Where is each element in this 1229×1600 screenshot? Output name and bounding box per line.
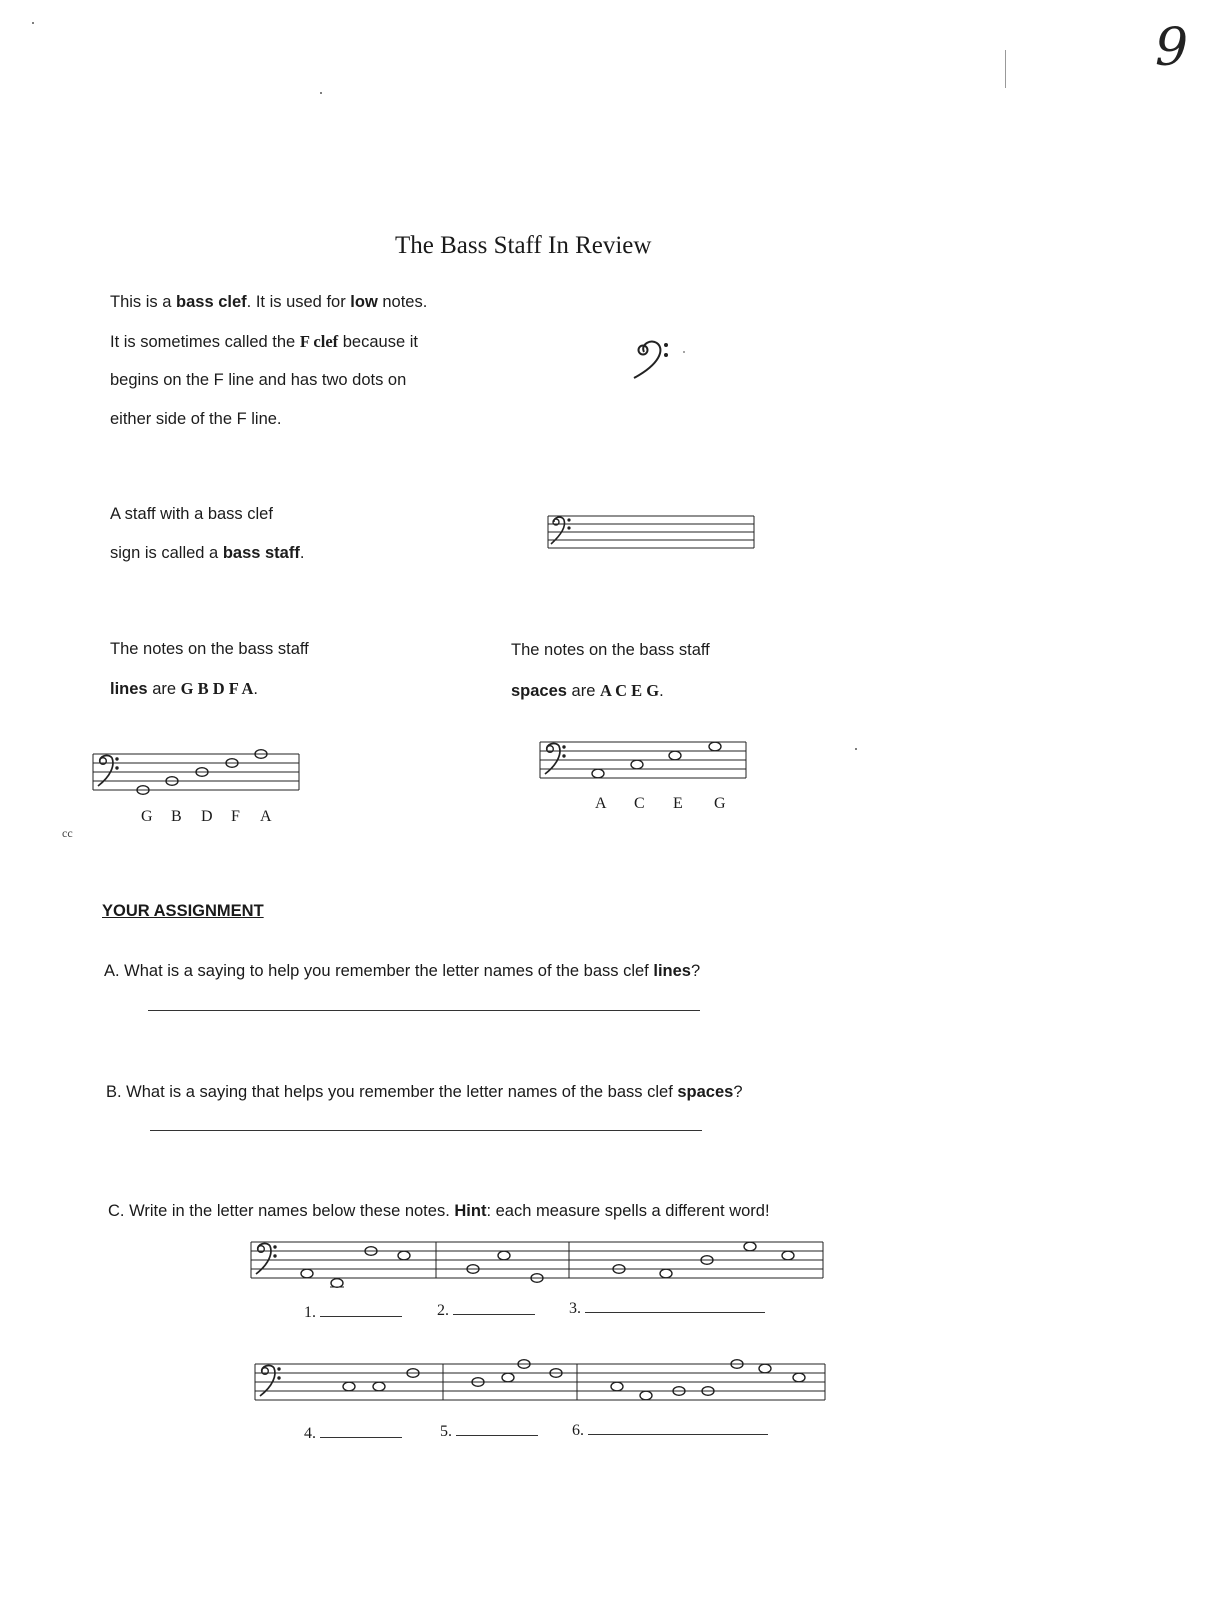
letter-e: E <box>673 795 683 812</box>
page-title: The Bass Staff In Review <box>395 232 652 259</box>
note <box>398 1251 410 1260</box>
scan-mark <box>1005 50 1006 88</box>
note <box>502 1373 514 1382</box>
note <box>498 1251 510 1260</box>
exercise-staff-1 <box>251 1238 826 1293</box>
blank-6[interactable]: 6. <box>572 1420 768 1440</box>
question-a: A. What is a saying to help you remember the letter names of the bass clef lines? <box>104 962 701 980</box>
note <box>611 1382 623 1391</box>
scan-speck <box>32 22 34 24</box>
note <box>301 1269 313 1278</box>
note <box>660 1269 672 1278</box>
page-number: 9 <box>1155 18 1189 78</box>
letter-b: B <box>171 808 182 825</box>
scan-speck <box>320 92 322 94</box>
staff-def-line-2: sign is called a bass staff. <box>110 544 305 562</box>
letter-a: A <box>595 795 607 812</box>
bass-clef-icon <box>630 336 690 386</box>
note-e <box>669 751 681 760</box>
question-c: C. Write in the letter names below these notes. Hint: each measure spells a different word! <box>108 1202 770 1220</box>
spaces-notes-staff <box>540 738 750 788</box>
letter-c: C <box>634 795 645 812</box>
exercise-staff-2 <box>255 1360 830 1415</box>
letter-f: F <box>231 808 240 825</box>
scan-speck <box>855 748 857 750</box>
note <box>759 1364 771 1373</box>
intro-line-2: It is sometimes called the F clef because it <box>110 332 418 351</box>
blank-4[interactable]: 4. <box>304 1423 402 1443</box>
letter-g: G <box>141 808 153 825</box>
intro-line-3: begins on the F line and has two dots on <box>110 371 407 389</box>
letter-g: G <box>714 795 726 812</box>
note <box>373 1382 385 1391</box>
blank-3[interactable]: 3. <box>569 1298 765 1318</box>
bass-staff-example <box>548 514 758 554</box>
margin-mark: cc <box>62 826 73 840</box>
staff-def-line-1: A staff with a bass clef <box>110 505 273 523</box>
spaces-text-1: The notes on the bass staff <box>511 641 710 659</box>
spaces-text-2: spaces are A C E G. <box>511 681 664 700</box>
note <box>640 1391 652 1400</box>
note-c <box>631 760 643 769</box>
blank-2[interactable]: 2. <box>437 1300 535 1320</box>
intro-line-4: either side of the F line. <box>110 410 282 428</box>
note <box>343 1382 355 1391</box>
note-g <box>709 742 721 751</box>
answer-line-a[interactable] <box>148 1010 700 1011</box>
blank-5[interactable]: 5. <box>440 1421 538 1441</box>
lines-notes-staff <box>93 750 303 800</box>
question-b: B. What is a saying that helps you remember the letter names of the bass clef spaces? <box>106 1083 743 1101</box>
blank-1[interactable]: 1. <box>304 1302 402 1322</box>
note <box>744 1242 756 1251</box>
lines-text-1: The notes on the bass staff <box>110 640 309 658</box>
note-a <box>592 769 604 778</box>
letter-a: A <box>260 808 272 825</box>
lines-text-2: lines are G B D F A. <box>110 679 258 698</box>
answer-line-b[interactable] <box>150 1130 702 1131</box>
note <box>793 1373 805 1382</box>
assignment-heading: YOUR ASSIGNMENT <box>102 902 264 920</box>
note <box>331 1279 343 1288</box>
note <box>782 1251 794 1260</box>
letter-d: D <box>201 808 213 825</box>
intro-line-1: This is a bass clef. It is used for low notes. <box>110 293 428 311</box>
